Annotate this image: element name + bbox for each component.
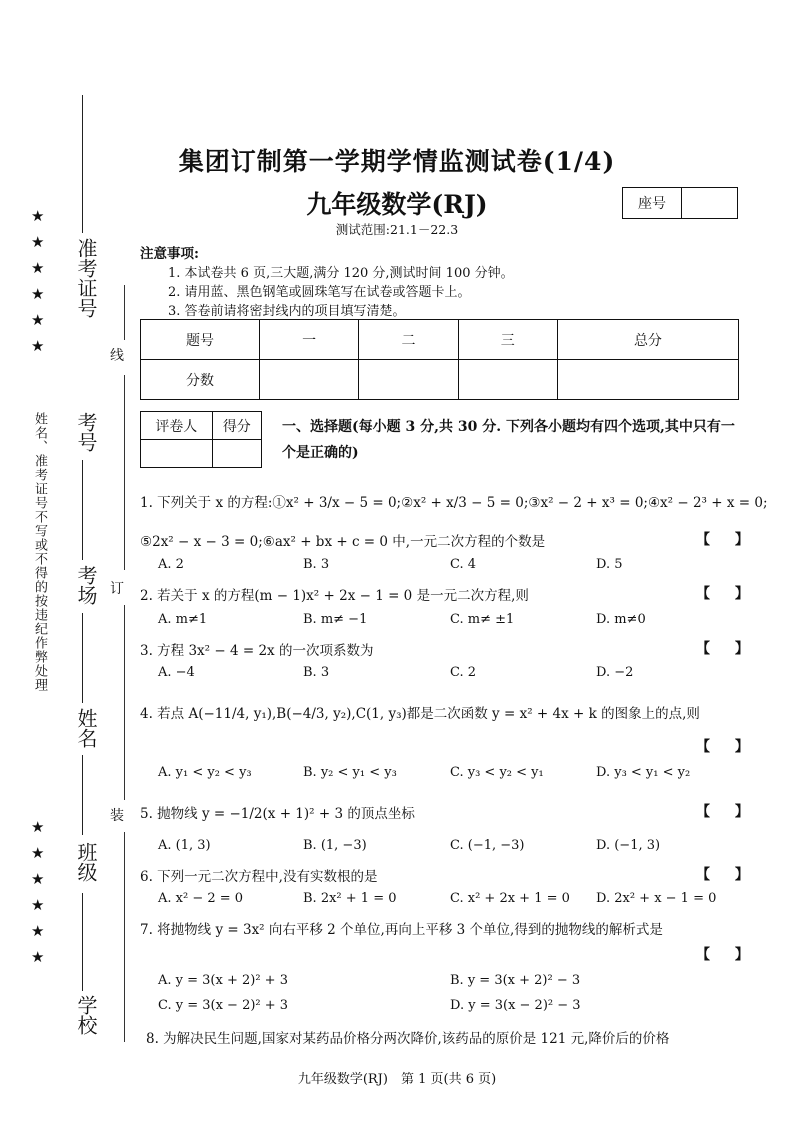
answer-bracket[interactable]: 【 】 [696, 532, 749, 548]
option-a: A. x² − 2 = 0 [158, 891, 244, 906]
cut-mark-ding: 订 [110, 581, 124, 597]
fill-line [82, 893, 83, 991]
binding-warning: 姓名、准考证号不写或不得的按违纪作弊处理 [32, 412, 47, 692]
option-d: D. y₃ < y₁ < y₂ [596, 765, 691, 780]
seat-number-box [622, 187, 738, 219]
option-a: A. 2 [158, 557, 184, 572]
cut-mark-zhuang: 装 [110, 808, 124, 824]
option-b: B. (1, −3) [303, 838, 367, 853]
answer-bracket[interactable]: 【 】 [696, 739, 749, 755]
option-b: B. m≠ −1 [303, 612, 368, 627]
section-heading: 一、选择题(每小题 3 分,共 30 分. 下列各小题均有四个选项,其中只有一个是正确的) [282, 419, 735, 461]
answer-bracket[interactable]: 【 】 [696, 586, 749, 602]
question-7-stem: 7. 将抛物线 y = 3x² 向右平移 2 个单位,再向上平移 3 个单位,得到的抛物线的解析式是 [140, 922, 663, 938]
score-cell[interactable] [260, 360, 359, 400]
fill-line [82, 755, 83, 835]
score-header: 总分 [557, 320, 738, 360]
exam-title: 集团订制第一学期学情监测试卷(1/4) [178, 147, 616, 176]
question-1-stem-cont: ⑤2x² − x − 3 = 0;⑥ax² + bx + c = 0 中,一元二次方程的个数是 [140, 534, 546, 550]
star-icon: ★ [31, 285, 45, 303]
seal-line [124, 285, 125, 340]
fill-line [82, 460, 83, 560]
option-c: C. y₃ < y₂ < y₁ [450, 765, 544, 780]
seal-line [124, 832, 125, 1042]
grader-table [140, 411, 262, 468]
field-name: 姓名 [74, 708, 98, 748]
grader-cell[interactable] [141, 440, 213, 468]
star-icon: ★ [31, 896, 45, 914]
question-6-stem: 6. 下列一元二次方程中,没有实数根的是 [140, 869, 378, 885]
field-class: 班级 [74, 842, 98, 882]
option-c: C. m≠ ±1 [450, 612, 515, 627]
option-c: C. 4 [450, 557, 477, 572]
seal-line [124, 375, 125, 570]
question-1-stem: 1. 下列关于 x 的方程:①x² + 3/x − 5 = 0;②x² + x/3 − 5 = 0;③x² − 2 + x³ = 0;④x² − 2³ + x = 0; [140, 495, 768, 511]
option-a: A. y₁ < y₂ < y₃ [158, 765, 252, 780]
note-item: 3. 答卷前请将密封线内的项目填写清楚。 [168, 304, 406, 319]
option-a: A. −4 [158, 665, 195, 680]
star-icon: ★ [31, 922, 45, 940]
option-d: D. m≠0 [596, 612, 646, 627]
score-header: 一 [260, 320, 359, 360]
fill-line [82, 613, 83, 703]
page-footer: 九年级数学(RJ) 第 1 页(共 6 页) [297, 1072, 497, 1087]
grader-header: 得分 [212, 412, 261, 440]
score-header: 三 [458, 320, 557, 360]
score-table [140, 319, 739, 400]
option-d: D. y = 3(x − 2)² − 3 [450, 998, 581, 1013]
score-cell[interactable] [557, 360, 738, 400]
star-icon: ★ [31, 844, 45, 862]
option-d: D. 2x² + x − 1 = 0 [596, 891, 717, 906]
star-icon: ★ [31, 311, 45, 329]
note-item: 1. 本试卷共 6 页,三大题,满分 120 分,测试时间 100 分钟。 [168, 266, 514, 281]
exam-subtitle: 九年级数学(RJ) [306, 190, 488, 219]
question-2-stem: 2. 若关于 x 的方程(m − 1)x² + 2x − 1 = 0 是一元二次方程,则 [140, 588, 529, 604]
star-icon: ★ [31, 233, 45, 251]
star-icon: ★ [31, 337, 45, 355]
star-icon: ★ [31, 948, 45, 966]
question-5-stem: 5. 抛物线 y = −1/2(x + 1)² + 3 的顶点坐标 [140, 806, 415, 822]
seat-label: 座号 [623, 188, 682, 218]
option-d: D. −2 [596, 665, 634, 680]
field-school: 学校 [74, 995, 98, 1035]
option-c: C. 2 [450, 665, 477, 680]
option-c: C. (−1, −3) [450, 838, 525, 853]
score-cell[interactable] [458, 360, 557, 400]
answer-bracket[interactable]: 【 】 [696, 947, 749, 963]
question-8-stem: 8. 为解决民生问题,国家对某药品价格分两次降价,该药品的原价是 121 元,降价后的价格 [146, 1031, 670, 1047]
option-c: C. x² + 2x + 1 = 0 [450, 891, 570, 906]
score-header: 题号 [141, 320, 260, 360]
question-4-stem: 4. 若点 A(−11/4, y₁),B(−4/3, y₂),C(1, y₃)都是二次函数 y = x² + 4x + k 的图象上的点,则 [140, 706, 700, 722]
grader-cell[interactable] [212, 440, 261, 468]
option-c: C. y = 3(x − 2)² + 3 [158, 998, 289, 1013]
option-d: D. (−1, 3) [596, 838, 661, 853]
test-range: 测试范围:21.1－22.3 [335, 222, 459, 237]
field-candidate-id: 考号 [74, 412, 98, 452]
question-3-stem: 3. 方程 3x² − 4 = 2x 的一次项系数为 [140, 643, 374, 659]
option-b: B. 2x² + 1 = 0 [303, 891, 397, 906]
option-a: A. y = 3(x + 2)² + 3 [158, 973, 288, 988]
option-b: B. y = 3(x + 2)² − 3 [450, 973, 581, 988]
option-b: B. 3 [303, 665, 330, 680]
field-exam-room: 考场 [74, 565, 98, 605]
note-item: 2. 请用蓝、黑色钢笔或圆珠笔写在试卷或答题卡上。 [168, 285, 471, 300]
star-icon: ★ [31, 818, 45, 836]
option-a: A. (1, 3) [158, 838, 211, 853]
seal-line [124, 605, 125, 800]
answer-bracket[interactable]: 【 】 [696, 867, 749, 883]
score-row-label: 分数 [141, 360, 260, 400]
answer-bracket[interactable]: 【 】 [696, 804, 749, 820]
seat-input-area[interactable] [682, 188, 737, 218]
answer-bracket[interactable]: 【 】 [696, 641, 749, 657]
star-icon: ★ [31, 259, 45, 277]
score-header: 二 [359, 320, 458, 360]
option-a: A. m≠1 [158, 612, 208, 627]
grader-header: 评卷人 [141, 412, 213, 440]
notes-title: 注意事项: [140, 246, 199, 262]
option-d: D. 5 [596, 557, 623, 572]
star-icon: ★ [31, 870, 45, 888]
star-icon: ★ [31, 207, 45, 225]
field-exam-number: 准考证号 [74, 238, 98, 318]
option-b: B. y₂ < y₁ < y₃ [303, 765, 397, 780]
score-cell[interactable] [359, 360, 458, 400]
cut-mark-line: 线 [110, 348, 124, 364]
option-b: B. 3 [303, 557, 330, 572]
